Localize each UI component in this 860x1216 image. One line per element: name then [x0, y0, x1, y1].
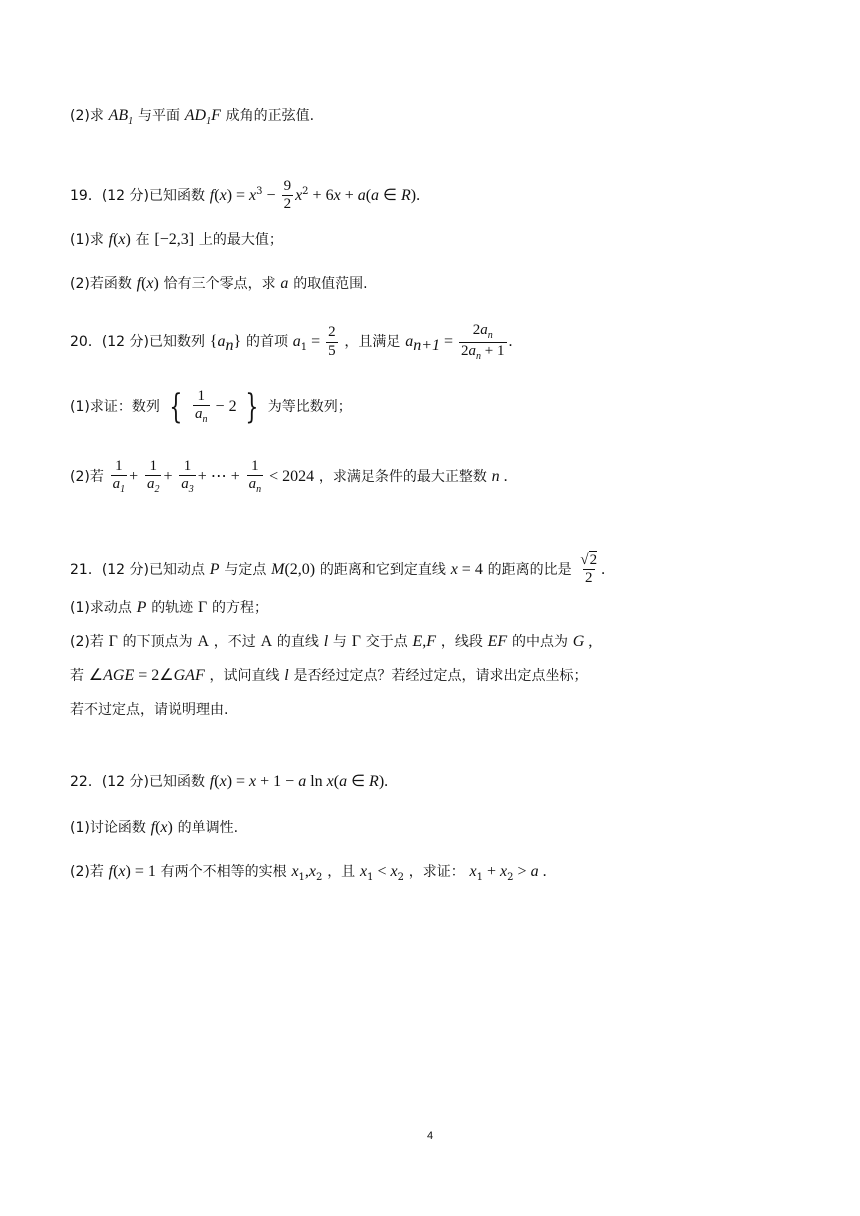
q19-part2: (2)若函数 f(x) 恰有三个零点，求 a 的取值范围.: [70, 275, 368, 292]
q21-part2: (2)若 Γ 的下顶点为 A ，不过 A 的直线 l 与 Γ 交于点 E,F ，线段 EF 的中点为 G ,: [70, 633, 593, 650]
q22-part2: (2)若 f(x) = 1 有两个不相等的实根 $x_1,x_2$ ，且 $x_1 < x_2$ ，求证： $x_1 + x_2 > a$ .: [70, 863, 547, 883]
page-number: 4: [426, 1130, 434, 1142]
q19-header: 19．(12 分)已知函数 $f(x) = x^3$ − $\frac{9}{2}$ $x^2 + 6x + a(a$ ∈ R).: [70, 178, 421, 213]
q22-part1: (1)讨论函数 f(x) 的单调性.: [70, 819, 239, 836]
q18-part2: (2)求 $AB_1$ 与平面 $AD_1F$ 成角的正弦值.: [70, 107, 315, 128]
q20-part1: (1)求证：数列 { $\frac{1}{a_n}$ − 2 } 为等比数列；: [70, 386, 352, 427]
q20-header: 20．(12 分)已知数列 $\{a_n\}$ 的首项 $a_1$ = $\frac{2}{5}$ ，且满足 $a_{n+1}$ = $\frac{2a_n}{2a_n + 1}$ .: [70, 322, 513, 362]
q20-part2: (2)若 $\frac{1}{a_1}$ + $\frac{1}{a_2}$ + $\frac{1}{a_3}$ + ⋯ + $\frac{1}{a_n}$ < 2024 ，求满足条件的最大正整数 n .: [70, 458, 508, 496]
q21-part2-line4: 若不过定点，请说明理由.: [70, 702, 229, 718]
q22-header: 22．(12 分)已知函数 f(x) = x + 1 − a ln x(a ∈ R).: [70, 773, 389, 790]
q21-header: 21．(12 分)已知动点 P 与定点 M(2,0) 的距离和它到定直线 x = 4 的距离的比是 $\frac{√2}{2}$ .: [70, 552, 606, 587]
q19-part1: (1)求 f(x) 在 [−2,3] 上的最大值；: [70, 231, 283, 248]
q21-part1: (1)求动点 P 的轨迹 Γ 的方程；: [70, 599, 268, 616]
q21-part2-line3: 若 ∠AGE = 2∠GAF ，试问直线 l 是否经过定点？若经过定点，请求出定点坐标；: [70, 667, 588, 684]
